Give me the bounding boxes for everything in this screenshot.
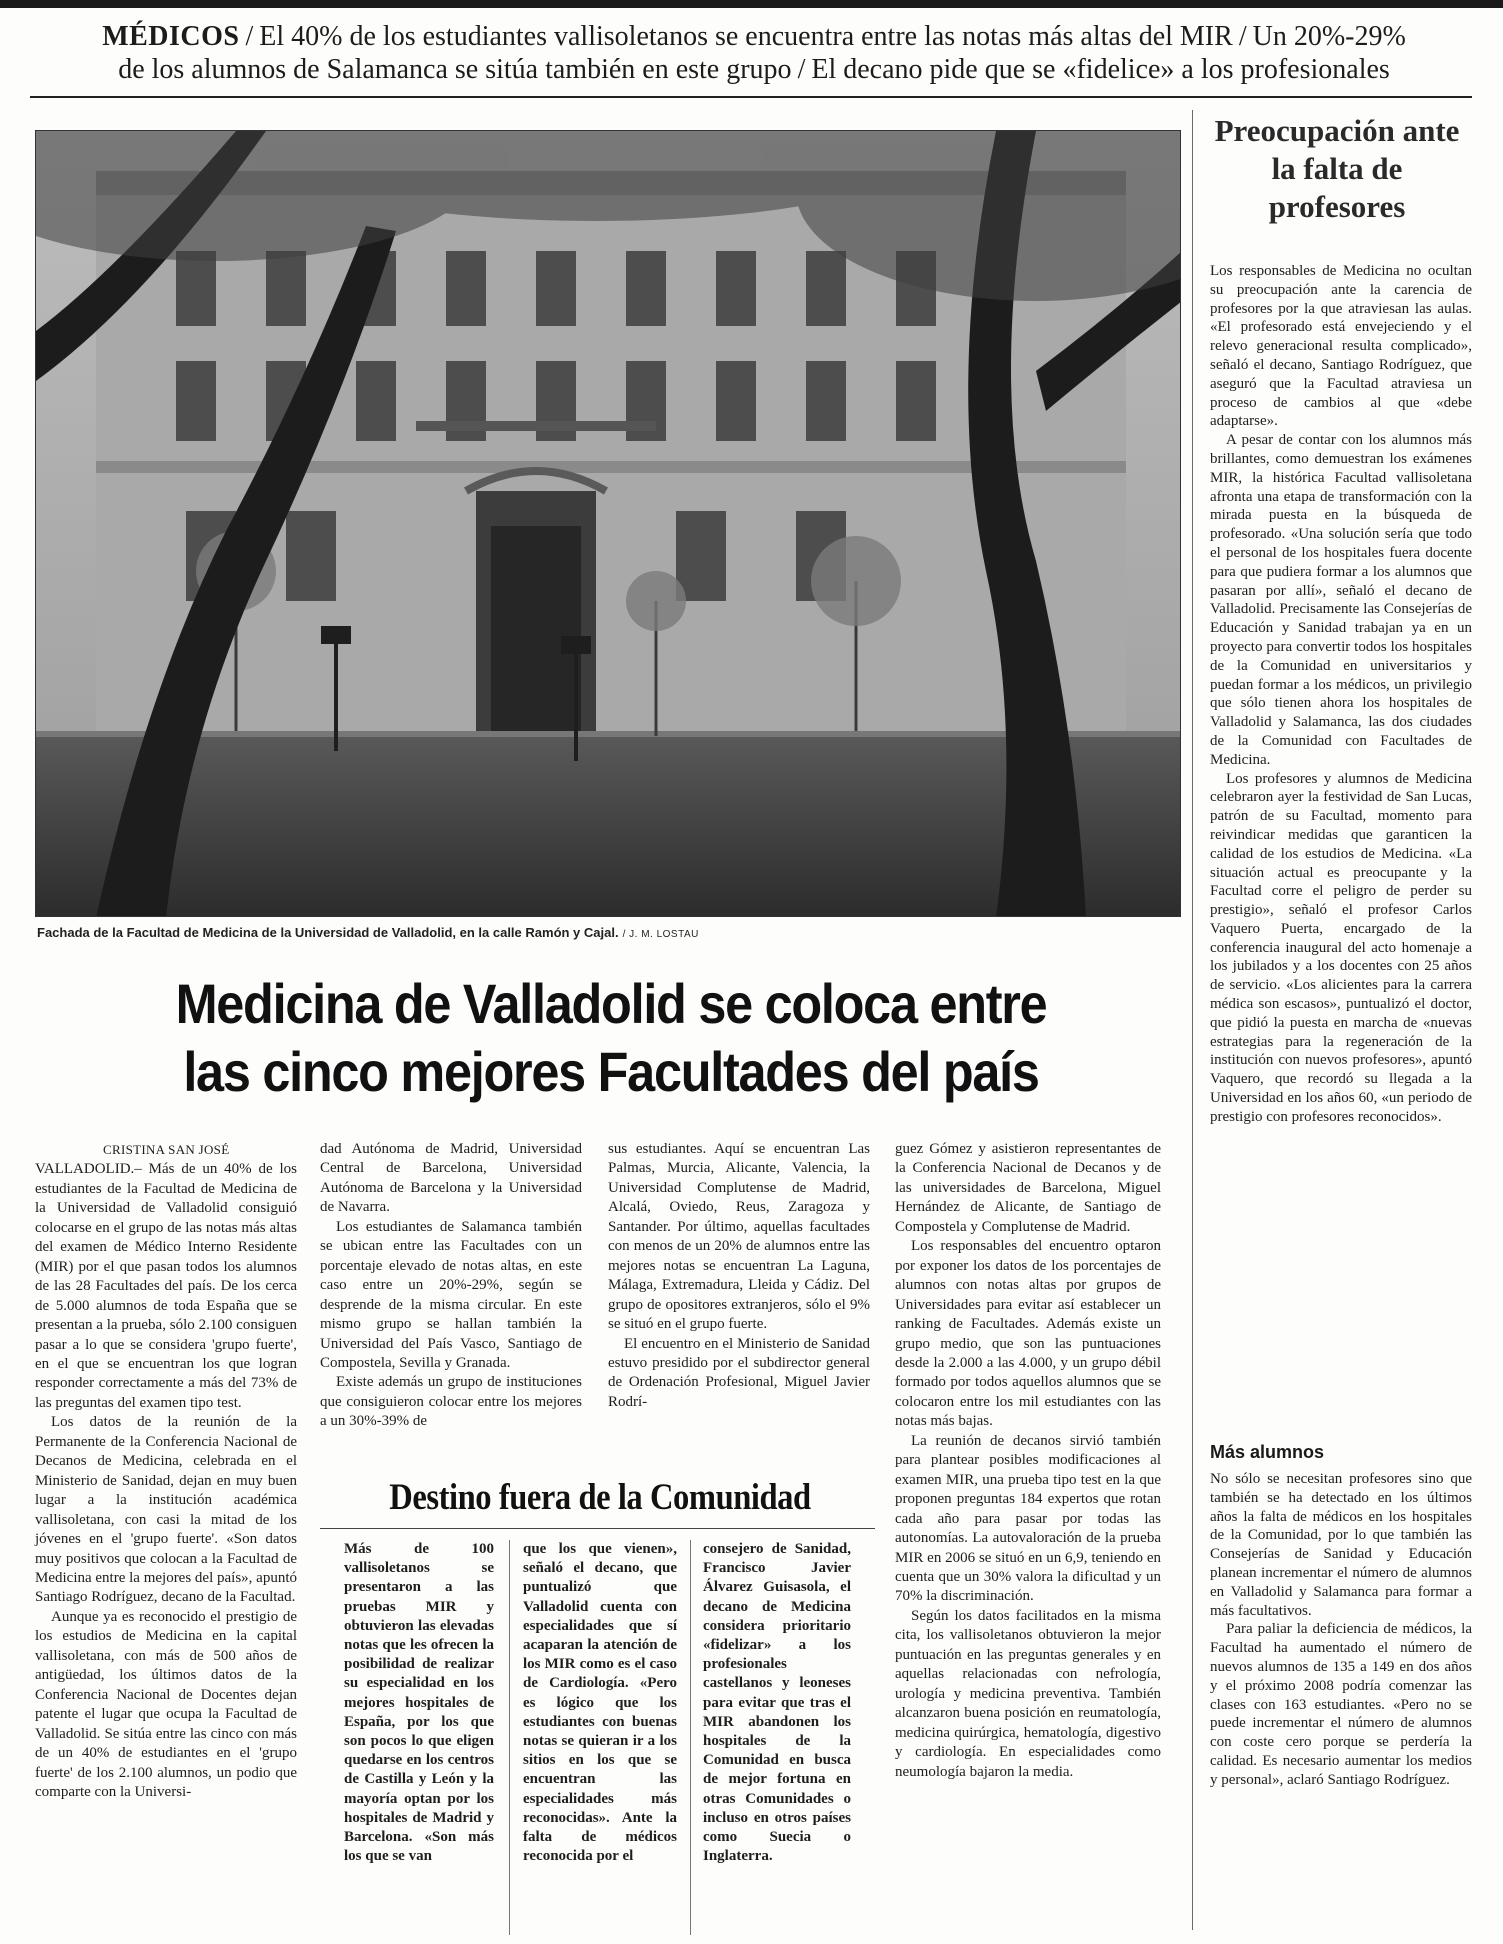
- inset-divider: [690, 1540, 691, 1935]
- article-paragraph: dad Autónoma de Madrid, Universidad Central de Barcelona, Universidad Autónoma de Barcelona y la Universidad de Navarra.: [320, 1141, 582, 1216]
- inset-column-2: que los que vienen», señaló el decano, que puntualizó que Valladolid cuenta con especialidades que sí acaparan la atención de los MIR como es el caso de Cardiología. «Pero es lógico que los estudiantes con buenas notas se quieran ir a los sitios en los que se encuentran las especialidades más reconocidas». Ante la falta de médicos reconocida por el: [523, 1541, 677, 1865]
- article-paragraph: Los datos de la reunión de la Permanente de la Conferencia Nacional de Decanos de Medicina, celebrada en el Ministerio de Sanidad, dejan en muy buen lugar a la institución académica vallisoletana, con casi la mitad de los jóvenes en el 'grupo fuerte'. «Son datos muy positivos que colocan a la Facultad de Medicina entre la mejores del país», apuntó Santiago Rodríguez, decano de la Facultad.: [35, 1414, 297, 1606]
- article-paragraph: Existe además un grupo de instituciones que consiguieron colocar entre los mejores a un 30%-39% de: [320, 1374, 582, 1430]
- article-paragraph: Los estudiantes de Salamanca también se ubican entre las Facultades con un porcentaje elevado de notas altas, en este caso entre un 20%-29%, según se desprende de la misma circular. En este mismo grupo se hallan también la Universidad del País Vasco, Santiago de Compostela, Sevilla y Granada.: [320, 1218, 582, 1371]
- subhead-part-4: El decano pide que se «fidelice» a los profesionales: [811, 54, 1390, 85]
- article-column-4: [895, 1140, 1161, 1782]
- article-paragraph: Los responsables del encuentro optaron por exponer los datos de los porcentajes de alumnos con notas altas por grupos de Universidades para evitar así establecer un ranking de Facultades. Además existe un grupo medio, que son las puntuaciones desde la 2.000 a las 4.000, y un grupo débil formado por todos aquellos alumnos que se colocaron entre los mil estudiantes con las notas más bajas.: [895, 1238, 1161, 1430]
- sidebar-subheading: Más alumnos: [1210, 1442, 1325, 1462]
- header-rule: [30, 96, 1472, 98]
- article-paragraph: guez Gómez y asistieron representantes de la Conferencia Nacional de Decanos y de las universidades de Barcelona, Miguel Hernández de Alicante, de Santiago de Compostela y Complutense de Madrid.: [895, 1141, 1161, 1235]
- subheadline: MÉDICOS / El 40% de los estudiantes vallisoletanos se encuentra entre las notas más altas del MIR / Un 20%-29% de los alumnos de Salamanca se sitúa también en este grupo / El decano pide que se «fidelice» a los profesionales: [102, 21, 1406, 85]
- article-paragraph: sus estudiantes. Aquí se encuentran Las Palmas, Murcia, Alicante, Valencia, la Universidad Complutense de Madrid, Alcalá, Oviedo, Reus, Zaragoza y Santander. Por último, aquellas facultades con menos de un 20% de alumnos entre las mejores notas se encuentran La Laguna, Málaga, Extremadura, Lleida y Cádiz. Del grupo de opositores extranjeros, sólo el 9% se situó en el grupo fuerte.: [608, 1141, 870, 1333]
- sidebar-body: [1210, 262, 1472, 1127]
- headline: [94, 970, 1129, 1106]
- article-column-3: [608, 1140, 870, 1412]
- headline-line-2: las cinco mejores Facultades del país: [183, 1040, 1039, 1103]
- dateline: VALLADOLID.–: [35, 1161, 142, 1178]
- sidebar-paragraph: No sólo se necesitan profesores sino que también se ha detectado en los últimos años la falta de médicos en los hospitales de la Comunidad, por lo que también las Consejerías de Sanidad y Educación planean incrementar el número de alumnos en Valladolid y Salamanca para formar a más facultativos.: [1210, 1471, 1472, 1619]
- article-column-2: [320, 1140, 582, 1432]
- column-divider: [1192, 110, 1193, 1930]
- article-paragraph: El encuentro en el Ministerio de Sanidad estuvo presidido por el subdirector general de Ordenación Profesional, Miguel Javier Rodrí-: [608, 1335, 870, 1410]
- subhead-part-3: de los alumnos de Salamanca se sitúa también en este grupo: [118, 54, 792, 85]
- photo-credit: / J. M. LOSTAU: [622, 929, 699, 940]
- subhead-part-2: Un 20%-29%: [1252, 21, 1406, 52]
- sidebar-title: Preocupación ante la falta de profesores: [1214, 113, 1460, 224]
- facade-photo: [35, 130, 1181, 917]
- article-paragraph: Según los datos facilitados en la misma cita, los vallisoletanos obtuvieron la mejor puntuación en las preguntas generales y en aquellas relacionadas con nefrología, urología y medicina preventiva. También alcanzaron buena posición en reumatología, medicina quirúrgica, hematología, digestivo y cardiología. En especialidades como neumología bajaron la media.: [895, 1607, 1161, 1780]
- top-border: [0, 0, 1503, 8]
- inset-column-1: Más de 100 vallisoletanos se presentaron a las pruebas MIR y obtuvieron las elevadas notas que les ofrecen la posibilidad de realizar su especialidad en los mejores hospitales de España, por los que son pocos lo que eligen quedarse en los centros de Castilla y León y la mayoría optan por los hospitales de Madrid y Barcelona. «Son más los que se van: [344, 1541, 494, 1865]
- byline: CRISTINA SAN JOSÉ: [103, 1142, 230, 1157]
- subhead-part-1: El 40% de los estudiantes vallisoletanos se encuentra entre las notas más altas del MIR: [259, 21, 1233, 52]
- article-paragraph: La reunión de decanos sirvió también para plantear posibles modificaciones al examen MIR, una prueba tipo test en la que proponen preguntas 184 expertos que rotan cada año para pasar por todas las autonomías. La autovaloración de la prueba MIR en 2006 se situó en un 6,9, teniendo en cuenta que un 30% valora la dificultad y un 70% la discriminación.: [895, 1432, 1161, 1605]
- sidebar-paragraph: Los profesores y alumnos de Medicina celebraron ayer la festividad de San Lucas, patrón de su Facultad, momento para reivindicar medidas que garanticen la calidad de los estudios de Medicina. «La situación actual es preocupante y la Facultad corre el peligro de perder su prestigio», señaló el profesor Carlos Vaquero Puerta, encargado de la conferencia inaugural del acto homenaje a los jubilados y a los docentes con 25 años de servicio. «Los alicientes para la carrera médica son escasos», puntualizó el doctor, que pidió la puesta en marcha de «nuevas estrategias para la regeneración de la institución con nuevos profesores», apuntó Vaquero, que recordó su llegada a la Universidad en los años 60, «un periodo de prestigio con profesores reconocidos».: [1210, 770, 1472, 1125]
- sidebar-paragraph: A pesar de contar con los alumnos más brillantes, como demuestran los exámenes MIR, la histórica Facultad vallisoletana afronta una etapa de transformación con la mirada puesta en la búsqueda de profesorado. «Una solución sería que todo el personal de los hospitales fuera docente para que pudiera formar a los alumnos que pasaran por allí», señaló el decano de Valladolid. Precisamente las Consejerías de Educación y Sanidad trabajan ya en un proyecto para convertir todos los hospitales de la Comunidad en universitarios y puedan formar a los médicos, un privilegio que sólo tienen ahora los hospitales de Valladolid y Salamanca, las dos ciudades de la Comunidad con Facultades de Medicina.: [1210, 432, 1472, 768]
- section-keyword: MÉDICOS: [102, 21, 240, 52]
- inset-divider: [509, 1540, 510, 1935]
- inset-column-3: consejero de Sanidad, Francisco Javier Álvarez Guisasola, el decano de Medicina considera prioritario «fidelizar» a los profesionales castellanos y leoneses para evitar que tras el MIR abandonen los hospitales de la Comunidad en busca de mejor fortuna en otras Comunidades o incluso en otros países como Suecia o Inglaterra.: [703, 1541, 851, 1865]
- article-paragraph: VALLADOLID.– Más de un 40% de los estudiantes de la Facultad de Medicina de la Universidad de Valladolid consiguió colocarse en el grupo de las notas más altas del examen de Médico Interno Residente (MIR) por el que pasan todos los alumnos de las 28 Facultades del país. De los cerca de 5.000 alumnos de toda España que se presentan a la prueba, sólo 2.100 consiguen pasar a lo que se considera 'grupo fuerte', en el que se encuentran los que logran responder correctamente a más del 73% de las preguntas del examen tipo test.: [35, 1161, 297, 1411]
- article-paragraph: Aunque ya es reconocido el prestigio de los estudios de Medicina en la capital vallisoletana, con más de 500 años de antigüedad, los últimos datos de la Conferencia Nacional de Docentes dejan patente el lugar que ocupa la Facultad de Valladolid. Se sitúa entre las cinco con más de un 40% de estudiantes en el 'grupo fuerte' de los 2.100 alumnos, un podio que comparte con la Universi-: [35, 1608, 297, 1800]
- photo-caption: [37, 925, 1177, 940]
- sidebar-paragraph: Para paliar la deficiencia de médicos, la Facultad ha aumentado el número de nuevos alumnos de 135 a 149 en dos años y el próximo 2008 podría comenzar las clases con 163 estudiantes. «Pero no se puede incrementar el número de alumnos con coste cero porque se perdería la calidad. Es necesario aumentar los medios y personal», aclaró Santiago Rodríguez.: [1210, 1621, 1472, 1788]
- article-column-1: [35, 1140, 297, 1802]
- sidebar-paragraph: Los responsables de Medicina no ocultan su preocupación ante la carencia de profesores por la que atraviesan las aulas. «El profesorado está envejeciendo y el relevo generacional resulta complicado», señaló el decano, Santiago Rodríguez, que aseguró que la Facultad atraviesa un proceso de cambios al que «debe adaptarse».: [1210, 263, 1472, 430]
- caption-text: Fachada de la Facultad de Medicina de la Universidad de Valladolid, en la calle Ramón y Cajal.: [37, 925, 619, 940]
- headline-line-1: Medicina de Valladolid se coloca entre: [175, 972, 1047, 1035]
- inset-title: Destino fuera de la Comunidad: [389, 1477, 811, 1518]
- sidebar-body-2: [1210, 1470, 1472, 1790]
- inset-rule: [320, 1528, 875, 1529]
